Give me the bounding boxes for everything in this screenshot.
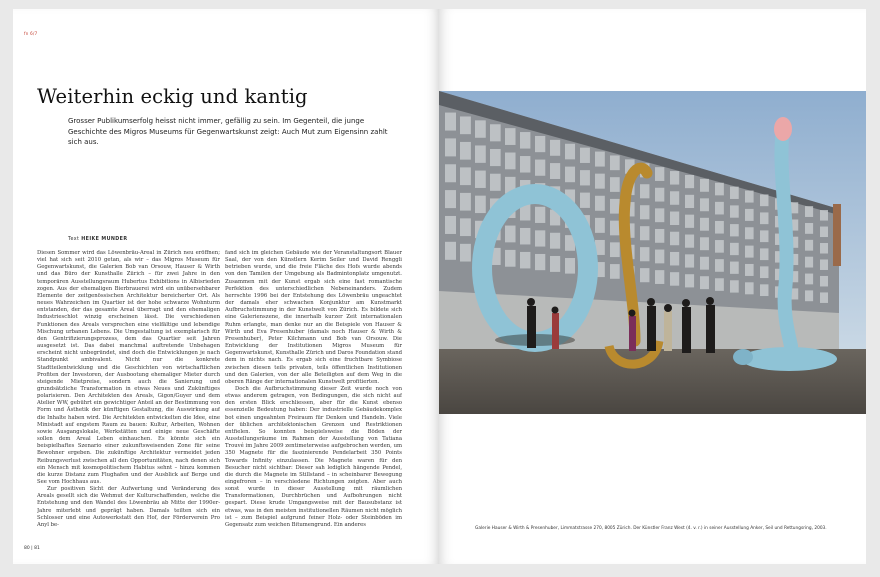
window-pane xyxy=(700,276,709,289)
window-pane xyxy=(805,223,813,234)
window-pane xyxy=(445,138,456,156)
window-pane xyxy=(745,191,754,203)
window-pane xyxy=(820,210,828,221)
window-pane xyxy=(670,212,679,226)
window-pane xyxy=(730,243,739,255)
window-pane xyxy=(745,209,754,221)
chimney xyxy=(833,204,841,266)
window-pane xyxy=(760,266,768,278)
window-pane xyxy=(595,174,605,189)
exhibition-photo xyxy=(439,91,866,414)
window-pane xyxy=(550,140,560,156)
window-pane xyxy=(535,136,545,152)
byline-prefix: Text xyxy=(68,237,80,242)
window-pane xyxy=(685,175,694,188)
window-pane xyxy=(805,206,813,217)
window-pane xyxy=(745,227,754,239)
window-pane xyxy=(595,152,605,167)
window-pane xyxy=(580,170,590,185)
window-pane xyxy=(685,274,694,287)
window-pane xyxy=(820,292,828,303)
window-pane xyxy=(715,221,724,234)
window-pane xyxy=(715,278,724,291)
window-pane xyxy=(475,171,486,188)
pink-tip xyxy=(774,117,792,141)
window-pane xyxy=(700,237,709,250)
right-page xyxy=(439,9,866,564)
window-pane xyxy=(655,250,664,264)
window-pane xyxy=(745,282,754,294)
window-pane xyxy=(685,254,694,267)
blue-base-sculpture xyxy=(741,347,837,371)
window-pane xyxy=(535,160,545,176)
window-pane xyxy=(745,264,754,276)
window-pane xyxy=(460,142,471,160)
window-pane xyxy=(685,235,694,248)
window-pane xyxy=(520,252,530,269)
window-pane xyxy=(670,272,679,286)
window-pane xyxy=(490,174,501,191)
window-pane xyxy=(685,215,694,228)
window-pane xyxy=(700,179,709,192)
section-label: fn 6/7 xyxy=(24,31,38,36)
window-pane xyxy=(805,240,813,251)
window-pane xyxy=(535,254,545,270)
window-pane xyxy=(505,128,516,145)
magazine-spread xyxy=(13,9,866,564)
window-pane xyxy=(700,218,709,231)
window-pane xyxy=(670,171,679,185)
window-pane xyxy=(445,164,456,182)
window-pane xyxy=(700,198,709,211)
window-pane xyxy=(610,177,620,192)
window-pane xyxy=(610,221,620,236)
window-pane xyxy=(715,240,724,253)
window-pane xyxy=(730,262,739,274)
window-pane xyxy=(715,259,724,272)
article-lead: Grosser Publikumserfolg heisst nicht immer, gefällig zu sein. Im Gegenteil, die junge Geschichte des Migros Museums für Gegenwartskunst zeigt: Auch Mut zum Eigensinn zahlt sich aus. xyxy=(68,117,388,146)
window-pane xyxy=(730,224,739,236)
window-pane xyxy=(595,218,605,233)
window-pane xyxy=(610,199,620,214)
window-pane xyxy=(670,252,679,266)
window-pane xyxy=(805,257,813,268)
window-pane xyxy=(610,264,620,279)
window-pane xyxy=(550,163,560,179)
paragraph: Diesen Sommer wird das Löwenbräu-Areal in Zürich neu eröffnen; viel hat sich seit 2010 getan, als wir – das Migros Museum für Gegenwartskunst, die Galerien Bob van Orsouw, Hauser & Wirth und das Büro der Kunsthalle Zürich – für zwei Jahre in den temporären Ausstellungsraum Hubertus Exhibitions in Albisrieden zogen. Aus der ehemaligen Bierbrauerei wird ein unübersehbarer Elemente der zeitgenössischen Architektur bereicherter Ort. Als neues Wahrzeichen im Quartier ist der hohe schwarze Wohnturm entstanden, der das gesamte Areal überragt und den ehemaligen Industrieschlot winzig erscheinen lässt. Die verschiedenen Funktionen des Areals versprechen eine vielfältige und lebendige Mischung urbanen Lebens. Die Umgestaltung ist exemplarisch für den Gentrifizierungsprozess, dem das Quartier seit Jahren ausgesetzt ist. Das dabei manchmal auftretende Unbehagen erscheint nicht unbegründet, sind doch die Entwicklungen je nach Standpunkt ambivalent. Nicht nur die konkrete Stadtteilentwicklung und die Geschichten von wirtschaftlichen Profiten der Investoren, der Ausbootung ehemaliger Mieter durch steigende Mietpreise, sondern auch die Sanierung und grundsätzliche Transformation in etwas Neues und Zukünftiges polarisieren. Den Architekten des Areals, Gigon/Guyer und dem Atelier WW, gebührt ein gewichtiger Anteil an der Bestimmung von Form und Ästhetik der künftigen Gestaltung, die Auswirkung auf die Inhalte haben wird. Die Architekten entwickelten die Idee, eine Ministadt auf engstem Raum zu bauen: Kultur, Arbeiten, Wohnen sowie Ausgangslokale, Werkstätten und einige neue Geschäfte sollen dem Areal Leben einhauchen. Es könnte sich ein beispielhaftes Szenario einer zukunftsweisenden Zone für seine Bewohner ergeben. Die zukünftige Architektur vermeidet jeden Reibungsverlust zwischen all den Opportunitäten, nach denen sich ein Mensch mit kosmopolitischem Habitus sehnt – hinzu kommen die kurze Distanz zum Flughafen und der Ausblick auf Berge und See vom Hochhaus aus. xyxy=(37,250,220,485)
window-pane xyxy=(460,167,471,185)
window-pane xyxy=(505,226,516,243)
window-pane xyxy=(640,226,649,240)
window-pane xyxy=(805,290,813,301)
window-pane xyxy=(760,284,768,296)
window-pane xyxy=(460,218,471,236)
window-pane xyxy=(565,258,575,274)
window-pane xyxy=(760,248,768,260)
window-pane xyxy=(520,156,530,173)
window-pane xyxy=(445,216,456,234)
window-pane xyxy=(445,113,456,131)
window-pane xyxy=(565,167,575,183)
window-pane xyxy=(580,148,590,163)
window-pane xyxy=(730,187,739,199)
window-pane xyxy=(475,196,486,213)
text-column-1 xyxy=(37,250,220,537)
window-pane xyxy=(490,124,501,141)
window-pane xyxy=(715,202,724,215)
window-pane xyxy=(820,276,828,287)
window-pane xyxy=(805,274,813,285)
window-pane xyxy=(475,145,486,162)
byline xyxy=(68,237,127,242)
window-pane xyxy=(535,230,545,246)
window-pane xyxy=(730,280,739,292)
window-pane xyxy=(610,242,620,257)
exhibition-photo-illustration xyxy=(439,91,866,414)
window-pane xyxy=(700,257,709,270)
window-pane xyxy=(475,120,486,137)
window-pane xyxy=(730,205,739,217)
left-page xyxy=(13,9,439,564)
photo-caption: Galerie Hauser & Wirth & Presenhuber, Limmatstrasse 270, 8005 Zürich. Der Künstler Franz West (4. v. r.) in seiner Ausstellung Anker, Seil und Rettungsring, 2003. xyxy=(475,526,827,531)
page-numbers: 80 | 81 xyxy=(24,546,40,551)
window-pane xyxy=(655,167,664,181)
window-pane xyxy=(820,259,828,270)
window-pane xyxy=(490,149,501,166)
window-pane xyxy=(820,227,828,238)
window-pane xyxy=(655,208,664,222)
window-pane xyxy=(595,196,605,211)
window-pane xyxy=(580,193,590,208)
window-pane xyxy=(640,205,649,219)
paragraph: fand sich im gleichen Gebäude wie der Veranstaltungsort Blauer Saal, der von den Künstlern Kerim Seiler und David Renggli betrieben wurde, und die freie Fläche des Hofs wurde abends von den Tamilen der Umgebung als Badmintonplatz umgenutzt. Zusammen mit der Kunst ergab sich eine fast romantische Perfektion des unterschiedlichen Nebeneinanders. Zudem herrschte 1996 bei der Entstehung des Löwenbräu ungeachtet der damals eher schwachen Konjunktur am Kunstmarkt Aufbruchstimmung in der Kunstwelt von Zürich. Es bildete sich eine Galerienszene, die innerhalb kurzer Zeit internationalen Ruhm erlangte, man denke nur an die Beispiele von Hauser & Wirth und Eva Presenhuber (damals noch Hauser & Wirth & Presenhuber), Peter Kilchmann und Bob van Orsouw. Die Entwicklung der Institutionen Migros Museum für Gegenwartskunst, Kunsthalle Zürich und Daros Foundation stand dem in nichts nach. Es ergab sich eine fruchtbare Symbiose zwischen diesen teils privaten, teils öffentlichen Institutionen und den Galerien, von der alle Beteiligten auf dem Weg in die oberen Ränge der internationalen Kunstwelt profitierten. xyxy=(225,250,402,385)
window-pane xyxy=(655,188,664,202)
window-pane xyxy=(460,193,471,211)
paragraph: Doch die Aufbruchstimmung dieser Zeit wurde noch von etwas anderem getragen, von Bedingungen, die sich nicht auf den ersten Blick erschliessen, aber für die Kunst ebenso essenzielle Bedeutung haben: Der industrielle Gebäudekomplex bot einen ungeahnten Freiraum für Denken und Handeln. Viele der üblichen architektonischen Grenzen und Restriktionen entfielen. So konnten beispielsweise die Böden der Ausstellungsräume im Rahmen der Ausstellung von Tatiana Trouvé im Jahre 2009 zentimeterweise aufgebrochen werden, um 350 Magnete für die faszinierende Pendelarbeit 350 Points Towards Infinity einzulassen. Die Magnete waren für den Besucher nicht sichtbar: Dieser sah lediglich hängende Pendel, die durch die Magnete im Stillstand – in scheinbarer Bewegung eingefroren – in verschiedene Richtungen zeigten. Aber auch sonst wurde in dieser Ausstellung mit räumlichen Transformationen, Durchbrüchen und Aufbohrungen nicht gespart. Diese krude Umgangsweise mit der Bausubstanz ist etwas, was in den meisten institutionellen Räumen nicht möglich ist – zum Beispiel aufgrund feiner Holz- oder Steinböden im Gegensatz zum weichen Bitumengrund. Ein anderes xyxy=(225,385,402,528)
window-pane xyxy=(760,212,768,224)
window-pane xyxy=(520,228,530,245)
window-pane xyxy=(760,194,768,206)
window-pane xyxy=(610,155,620,170)
window-pane xyxy=(655,229,664,243)
window-pane xyxy=(460,116,471,134)
window-pane xyxy=(565,144,575,160)
window-pane xyxy=(520,132,530,149)
article-headline: Weiterhin eckig und kantig xyxy=(37,85,308,108)
window-pane xyxy=(535,207,545,223)
window-pane xyxy=(445,242,456,260)
window-pane xyxy=(445,190,456,208)
window-pane xyxy=(505,250,516,267)
window-pane xyxy=(550,233,560,249)
window-pane xyxy=(685,195,694,208)
window-pane xyxy=(670,191,679,205)
paragraph: Zur positiven Sicht der Aufwertung und Veränderung des Areals gesellt sich die Wehmut der Kulturschaffenden, welche die Entstehung und den Wandel des Löwenbräu ab Mitte der 1990er-Jahre miterlebt und geprägt haben. Damals teilten sich ein Schlosser und eine Autowerkstatt den Hof, der Förderverein Pro Anyl be- xyxy=(37,486,220,528)
window-pane xyxy=(655,270,664,284)
window-pane xyxy=(820,243,828,254)
window-pane xyxy=(715,183,724,196)
window-pane xyxy=(550,256,560,272)
byline-author: HEIKE MUNDER xyxy=(81,237,128,242)
window-pane xyxy=(745,246,754,258)
text-column-2 xyxy=(225,250,402,537)
window-pane xyxy=(460,244,471,262)
window-pane xyxy=(640,247,649,261)
window-pane xyxy=(760,230,768,242)
window-pane xyxy=(640,184,649,198)
window-pane xyxy=(640,268,649,282)
window-pane xyxy=(505,153,516,170)
window-pane xyxy=(670,232,679,246)
